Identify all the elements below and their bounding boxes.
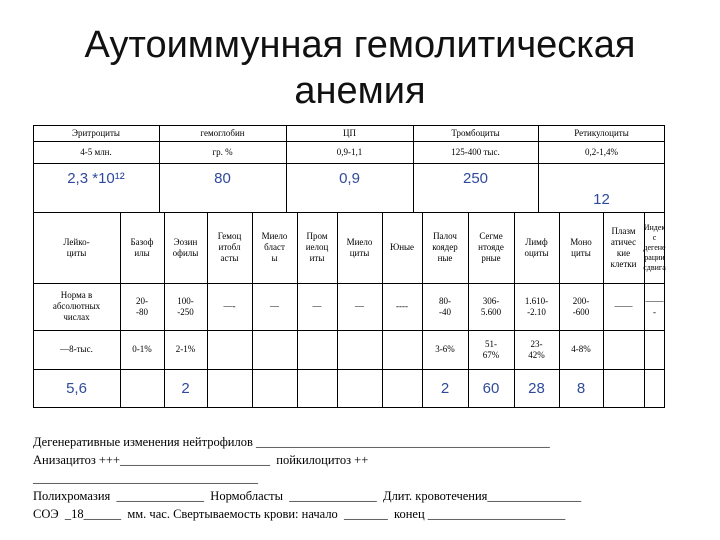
norm-platelets: 125-400 тыс. <box>451 146 500 157</box>
note-polychromasia: Полихромазия ______________ Нормобласты ______________ Длит. кровотечения_______________ <box>33 489 582 503</box>
value-band: 2 <box>440 379 450 397</box>
value-lymphocytes: 28 <box>528 379 545 397</box>
abs-myeloblasts: — <box>270 301 279 311</box>
abs-plasma-cells: —— <box>614 301 633 311</box>
leuko-header-juvenile: Юные <box>389 242 415 252</box>
norm-segmented-pct: 51- 67% <box>482 338 500 360</box>
leuko-header-hemocytoblasts: Гемоц итобл асты <box>217 231 242 263</box>
abs-eosinophils: 100- -250 <box>177 295 194 317</box>
note-degenerative: Дегенеративные изменения нейтрофилов _______________________________________________ <box>33 435 550 449</box>
abs-promyelocytes: — <box>312 301 322 311</box>
notes-block <box>33 433 693 523</box>
abs-monocytes: 200- -600 <box>572 295 590 317</box>
abs-band: 80- -40 <box>439 295 451 317</box>
value-monocytes: 8 <box>576 379 586 397</box>
patient-platelets: 250 <box>462 170 489 187</box>
abs-basophils: 20- -80 <box>136 295 148 317</box>
norm-monocytes-pct: 4-8% <box>571 344 591 354</box>
header-hemoglobin: гемоглобин <box>200 127 245 138</box>
patient-hemoglobin: 80 <box>214 170 231 187</box>
blood-test-table <box>33 125 665 408</box>
leuko-header-segmented: Сегме нтоядe рные <box>478 231 504 263</box>
norm-reticulocytes: 0,2-1,4% <box>585 146 618 157</box>
norm-basophils-pct: 0-1% <box>132 344 152 354</box>
value-eosinophils: 2 <box>181 379 190 397</box>
leuko-header-plasma-cells: Плазм атичес кие клетки <box>610 225 637 269</box>
abs-label: Норма в абсолютных числах <box>52 290 101 322</box>
abs-segmented: 306- 5.600 <box>480 295 502 317</box>
leuko-header-myelocytes: Миело циты <box>346 236 373 258</box>
note-blank-line: ____________________________________ <box>33 471 258 485</box>
leuko-header-basophils: Базоф илы <box>130 236 154 258</box>
abs-myelocytes: — <box>355 301 364 311</box>
patient-color-index: 0,9 <box>339 170 360 187</box>
header-erythrocytes: Эритроциты <box>72 127 120 138</box>
patient-erythrocytes: 2,3 *10¹² <box>67 170 125 187</box>
header-color-index: ЦП <box>343 127 356 138</box>
norm-hemoglobin: гр. % <box>212 146 233 157</box>
abs-juvenile: ---- <box>396 301 408 311</box>
norm-erythrocytes: 4-5 млн. <box>80 146 112 157</box>
leuko-header-myeloblasts: Миело бласт ы <box>261 231 288 263</box>
norm-eosinophils-pct: 2-1% <box>175 344 196 354</box>
leuko-header-band: Палоч коядер ные <box>432 231 458 263</box>
leuko-header-lymphocytes: Лимф оциты <box>524 236 549 258</box>
abs-shift-index: —— - <box>645 295 664 317</box>
leuko-header-leukocytes: Лейко- циты <box>63 236 90 258</box>
title-line-2: анемия <box>294 70 426 112</box>
header-platelets: Тромбоциты <box>451 127 500 138</box>
note-anisocytosis: Анизацитоз +++________________________ пойкилоцитоз ++ <box>33 453 369 467</box>
leuko-header-monocytes: Моно циты <box>570 236 592 258</box>
norm-band-pct: 3-6% <box>435 344 455 354</box>
norm-color-index: 0,9-1,1 <box>336 146 363 157</box>
header-reticulocytes: Ретикулоциты <box>574 127 629 138</box>
norm-leukocytes-count: —8-тыс. <box>60 344 93 354</box>
title-line-1: Аутоиммунная гемолитическая <box>84 24 636 66</box>
leuko-header-eosinophils: Эозин офилы <box>172 236 199 258</box>
abs-hemocytoblasts: —- <box>223 301 236 311</box>
note-esr: СОЭ _18______ мм. час. Свертываемость крови: начало _______ конец ______________________ <box>33 507 566 521</box>
leuko-header-promyelocytes: Пром иелоц иты <box>305 231 329 263</box>
norm-lymphocytes-pct: 23- 42% <box>528 338 545 360</box>
leuko-header-shift-index: Индек с дегене рации сдвига <box>643 222 666 272</box>
abs-lymphocytes: 1.610- -2.10 <box>524 295 549 317</box>
value-segmented: 60 <box>482 379 500 397</box>
slide-title <box>0 22 720 114</box>
value-leukocytes: 5,6 <box>66 379 87 397</box>
patient-reticulocytes: 12 <box>593 191 610 208</box>
